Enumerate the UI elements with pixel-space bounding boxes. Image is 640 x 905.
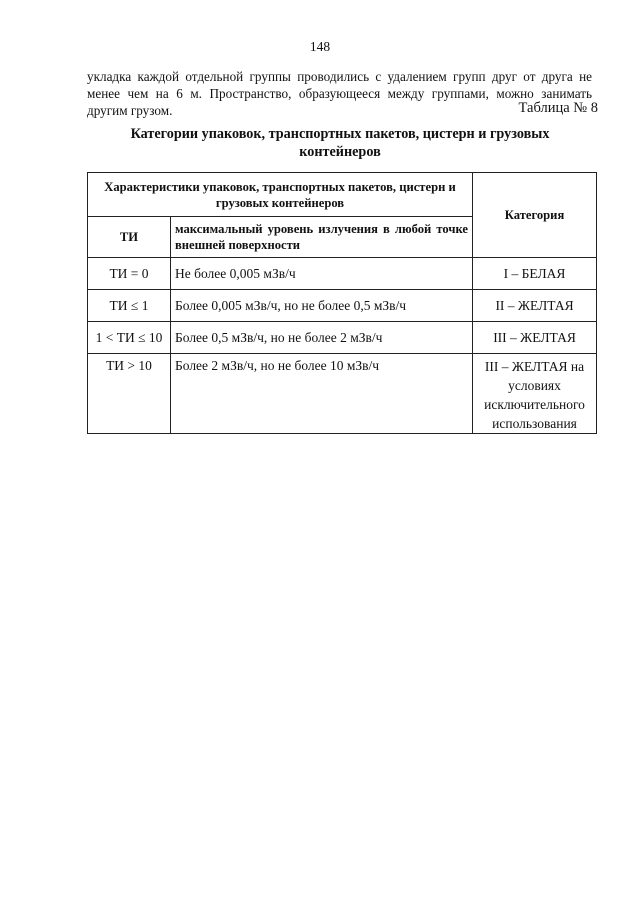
table-row (88, 258, 597, 290)
table-title: Категории упаковок, транспортных пакетов, цистерн и грузовых контейнеров (130, 126, 550, 160)
cell-description: Более 0,5 мЗв/ч, но не более 2 мЗв/ч (171, 322, 473, 354)
page-number: 148 (309, 39, 331, 54)
intro-paragraph: укладка каждой отдельной группы проводились с удалением групп друг от друга не менее чем на 6 м. Пространство, образующееся между группами, можно занимать другим грузом. (87, 69, 592, 118)
cell-ti: ТИ ≤ 1 (88, 290, 171, 322)
cell-ti: ТИ = 0 (88, 258, 171, 290)
header-max-radiation-level: максимальный уровень излучения в любой точке внешней поверхности (171, 217, 473, 258)
category-table (87, 172, 597, 434)
cell-ti: 1 < ТИ ≤ 10 (88, 322, 171, 354)
header-category: Категория (473, 173, 597, 258)
cell-category: II – ЖЕЛТАЯ (473, 290, 597, 322)
cell-category: III – ЖЕЛТАЯ (473, 322, 597, 354)
cell-description: Более 2 мЗв/ч, но не более 10 мЗв/ч (171, 354, 473, 434)
cell-category: I – БЕЛАЯ (473, 258, 597, 290)
table-number: Таблица № 8 (518, 100, 598, 116)
cell-category: III – ЖЕЛТАЯ на условиях исключительного использования (473, 354, 597, 434)
table-header-row (88, 173, 597, 217)
header-characteristics: Характеристики упаковок, транспортных пакетов, цистерн и грузовых контейнеров (88, 173, 473, 217)
cell-description: Не более 0,005 мЗв/ч (171, 258, 473, 290)
header-ti: ТИ (88, 217, 171, 258)
table-row (88, 290, 597, 322)
table-row (88, 354, 597, 434)
table-row (88, 322, 597, 354)
cell-description: Более 0,005 мЗв/ч, но не более 0,5 мЗв/ч (171, 290, 473, 322)
cell-ti: ТИ > 10 (88, 354, 171, 434)
